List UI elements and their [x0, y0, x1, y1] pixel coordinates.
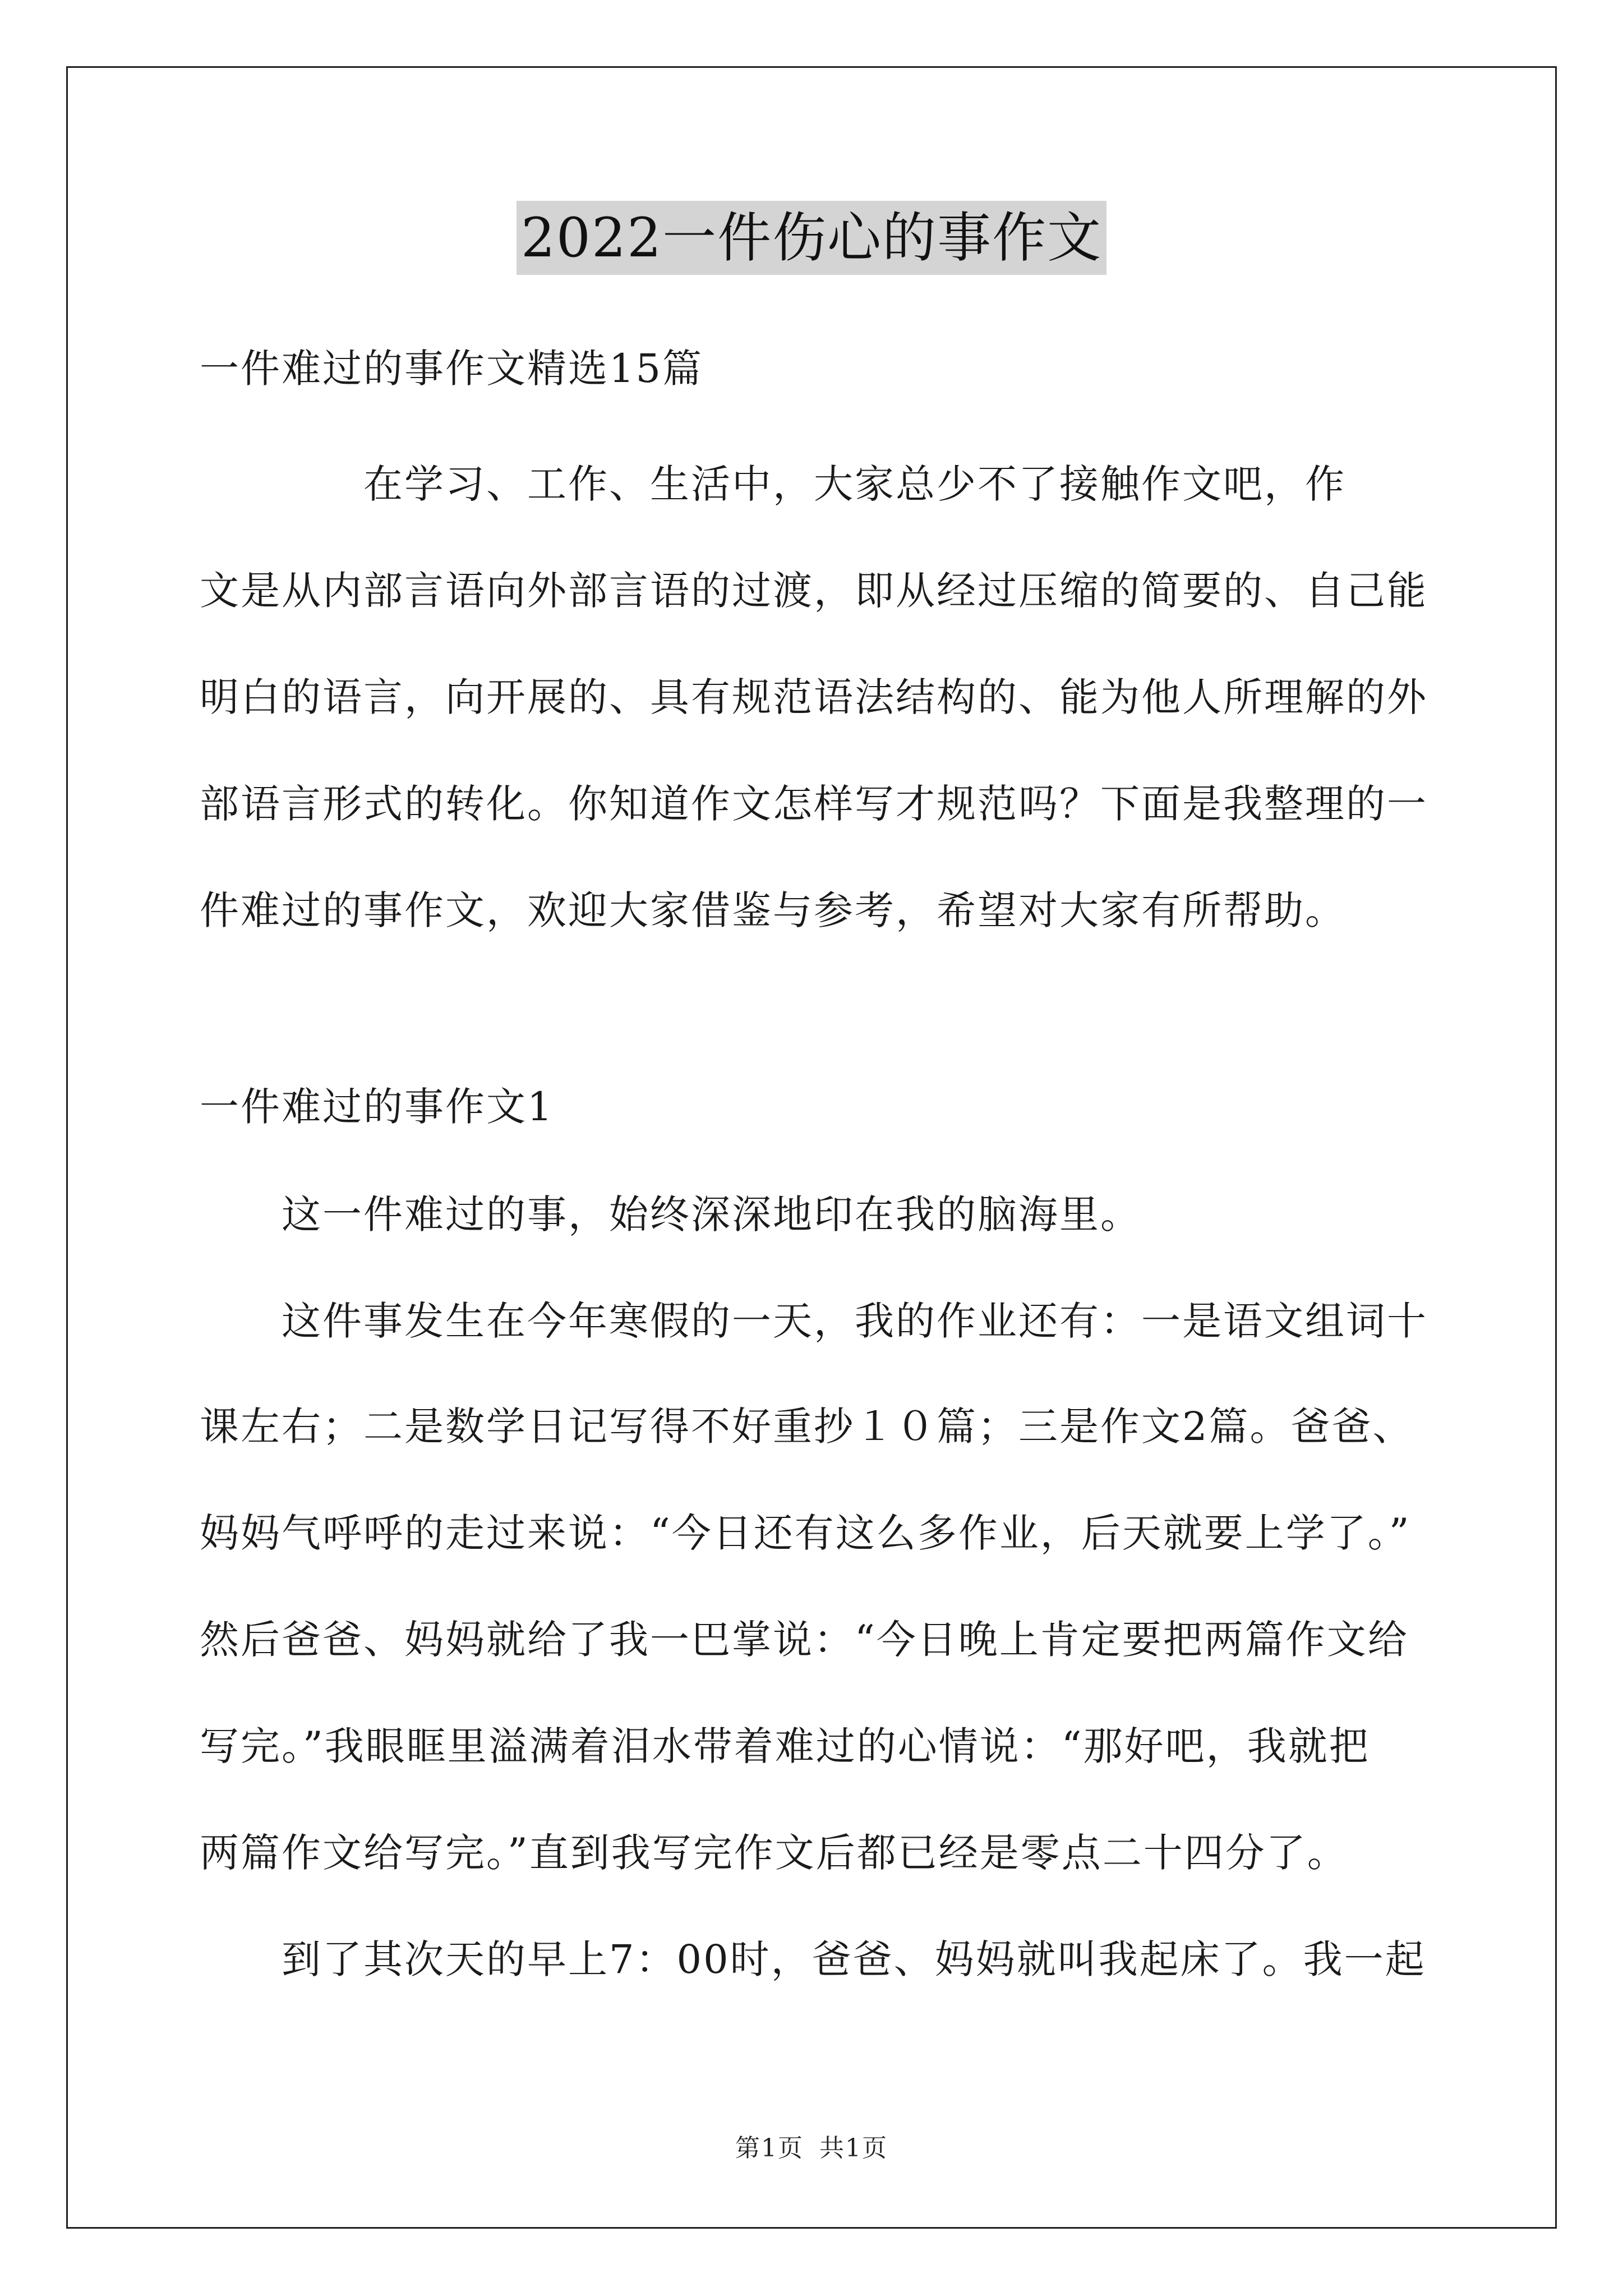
intro-line: 明白的语言，向开展的、具有规范语法结构的、能为他人所理解的外 — [200, 674, 1428, 720]
body-line: 这件事发生在今年寒假的一天，我的作业还有：一是语文组词十 — [200, 1298, 1428, 1344]
body-line: 两篇作文给写完。”直到我写完作文后都已经是零点二十四分了。 — [200, 1830, 1348, 1876]
title-container — [0, 201, 1623, 275]
intro-line: 在学习、工作、生活中，大家总少不了接触作文吧，作 — [200, 461, 1346, 507]
document-title: 2022一件伤心的事作文 — [517, 201, 1106, 275]
section-heading: 一件难过的事作文1 — [200, 1084, 554, 1130]
page-total: 共1页 — [819, 2134, 888, 2162]
body-line: 这一件难过的事，始终深深地印在我的脑海里。 — [200, 1191, 1141, 1237]
intro-line: 部语言形式的转化。你知道作文怎样写才规范吗？下面是我整理的一 — [200, 781, 1428, 827]
body-line: 到了其次天的早上7：00时，爸爸、妈妈就叫我起床了。我一起 — [200, 1936, 1426, 1982]
intro-line: 文是从内部言语向外部言语的过渡，即从经过压缩的简要的、自己能 — [200, 568, 1428, 614]
body-line: 妈妈气呼呼的走过来说：“今日还有这么多作业，后天就要上学了。” — [200, 1510, 1411, 1556]
intro-line: 件难过的事作文，欢迎大家借鉴与参考，希望对大家有所帮助。 — [200, 887, 1346, 933]
document-subtitle: 一件难过的事作文精选15篇 — [200, 346, 704, 392]
body-line: 课左右；二是数学日记写得不好重抄１０篇；三是作文2篇。爸爸、 — [200, 1404, 1414, 1450]
page-footer — [0, 2132, 1623, 2165]
page-number: 第1页 — [735, 2134, 804, 2162]
body-line: 写完。”我眼眶里溢满着泪水带着难过的心情说：“那好吧，我就把 — [200, 1723, 1370, 1769]
body-line: 然后爸爸、妈妈就给了我一巴掌说：“今日晚上肯定要把两篇作文给 — [200, 1617, 1409, 1663]
